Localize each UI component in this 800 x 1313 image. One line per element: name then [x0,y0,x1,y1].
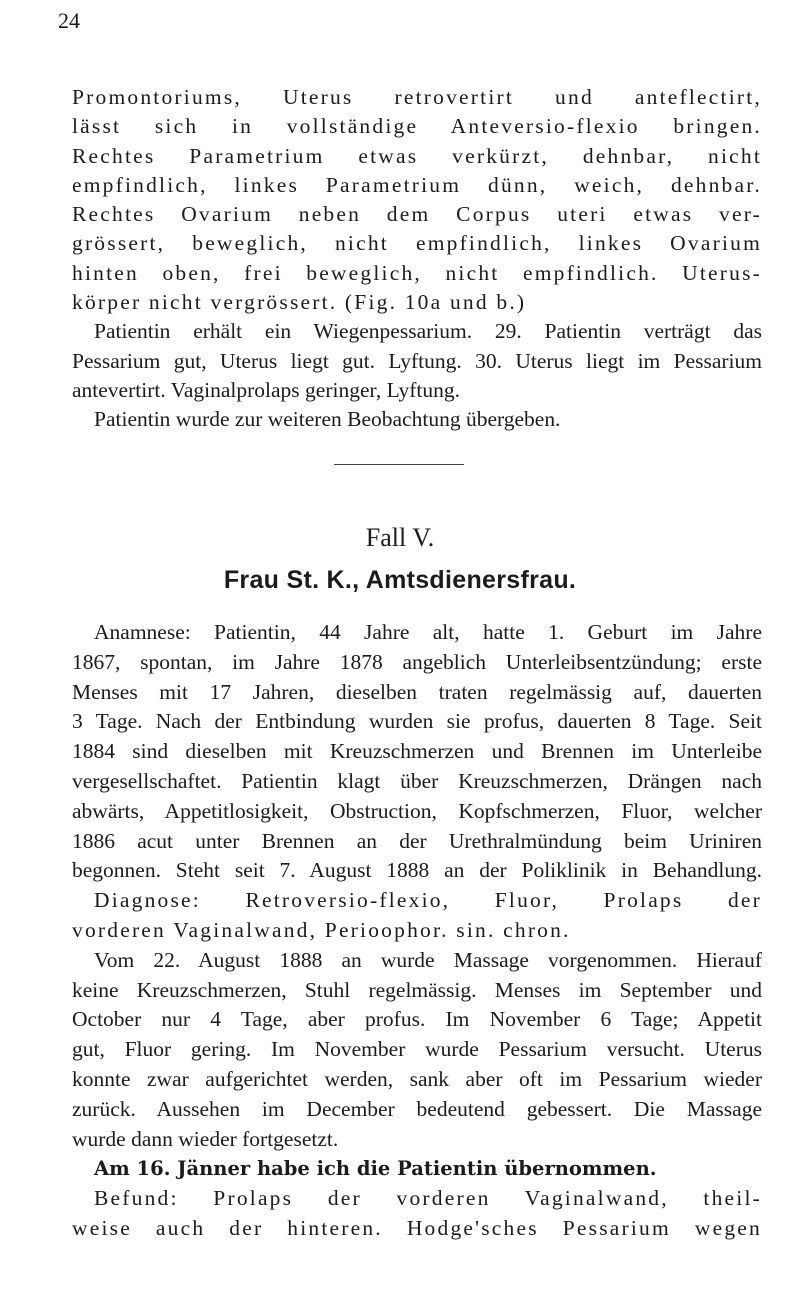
text-line: Rechtes Parametrium etwas verkürzt, dehnbar, nicht [72,143,762,168]
case-title: Fall V. [365,523,435,552]
text-line: keine Kreuzschmerzen, Stuhl regelmässig. Menses im September und [72,977,762,1002]
text-line: Anamnese: Patientin, 44 Jahre alt, hatte 1. Geburt im Jahre [94,620,762,644]
text-line: Befund: Prolaps der vorderen Vaginalwand, theil- [94,1186,762,1211]
text-line: Diagnose: Retroversio-flexio, Fluor, Prolaps der [94,888,762,913]
section-divider [334,464,464,465]
text-line: hinten oben, frei beweglich, nicht empfindlich. Uterus- [72,260,762,285]
text-line: 1867, spontan, im Jahre 1878 angeblich Unterleibsentzündung; erste [72,649,762,674]
text-line: grössert, beweglich, nicht empfindlich, linkes Ovarium [72,231,762,256]
text-line: lässt sich in vollständige Anteversio-flexio bringen. [72,114,762,139]
text-line: wurde dann wieder fortgesetzt. [72,1126,339,1151]
text-line: October nur 4 Tage, aber profus. Im November 6 Tage; Appetit [72,1007,762,1032]
text-line: vorderen Vaginalwand, Perioophor. sin. chron. [72,917,571,942]
text-line: Vom 22. August 1888 an wurde Massage vorgenommen. Hierauf [94,947,762,972]
text-line: gut, Fluor gering. Im November wurde Pessarium versucht. Uterus [72,1037,762,1062]
text-line: 1886 acut unter Brennen an der Urethralmündung beim Uriniren [72,828,762,853]
paragraph-case-iv-findings [72,83,762,435]
text-line: Rechtes Ovarium neben dem Corpus uteri etwas ver- [72,202,762,227]
text-line: abwärts, Appetitlosigkeit, Obstruction, Kopfschmerzen, Fluor, welcher [72,798,762,823]
text-line: 3 Tage. Nach der Entbindung wurden sie profus, dauerten 8 Tage. Seit [72,709,762,734]
text-line: Promontoriums, Uterus retrovertirt und anteflectirt, [72,85,762,109]
text-line: Pessarium gut, Uterus liegt gut. Lyftung. 30. Uterus liegt im Pessarium [72,348,762,373]
text-line: empfindlich, linkes Parametrium dünn, weich, dehnbar. [72,172,762,197]
text-line: zurück. Aussehen im December bedeutend gebessert. Die Massage [72,1096,762,1121]
text-line: Menses mit 17 Jahren, dieselben traten regelmässig auf, dauerten [72,679,762,704]
page-number: 24 [58,8,80,33]
text-line: körper nicht vergrössert. (Fig. 10a und b.) [72,290,527,315]
text-line-bold: Am 16. Jänner habe ich die Patientin übernommen. [94,1157,657,1181]
text-line: Patientin erhält ein Wiegenpessarium. 29. Patientin verträgt das [94,319,762,344]
paragraph-case-v-history [72,618,762,1244]
text-line: 1884 sind dieselben mit Kreuzschmerzen und Brennen im Unterleibe [72,739,762,764]
text-line: konnte zwar aufgerichtet werden, sank aber oft im Pessarium wieder [72,1066,762,1091]
text-line: begonnen. Steht seit 7. August 1888 an der Poliklinik in Behandlung. [72,858,762,883]
text-line: vergesellschaftet. Patientin klagt über Kreuzschmerzen, Drängen nach [72,768,762,793]
text-line: antevertirt. Vaginalprolaps geringer, Lyftung. [72,377,461,402]
case-subtitle: Frau St. K., Amtsdienersfrau. [223,566,577,594]
text-line: Patientin wurde zur weiteren Beobachtung übergeben. [94,407,561,432]
text-line: weise auch der hinteren. Hodge'sches Pessarium wegen [72,1215,762,1240]
